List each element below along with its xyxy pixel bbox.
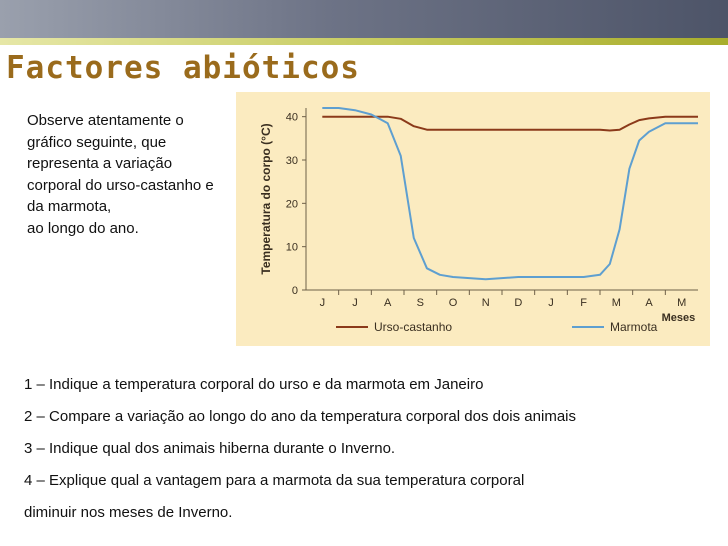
x-tick-label: N	[481, 297, 490, 309]
x-tick-label: A	[645, 297, 653, 309]
x-tick-label: S	[416, 297, 425, 309]
legend-label: Marmota	[610, 320, 658, 334]
slide-accent-stripe	[0, 38, 728, 45]
x-tick-label: D	[514, 297, 523, 309]
x-tick-label: F	[580, 297, 588, 309]
x-tick-label: M	[611, 297, 621, 309]
question-1: 1 – Indique a temperatura corporal do urso e da marmota em Janeiro	[24, 376, 484, 393]
question-2: 2 – Compare a variação ao longo do ano da temperatura corporal dos dois animais	[24, 408, 576, 425]
x-tick-label: O	[448, 297, 458, 309]
intro-line: representa a variação	[27, 155, 173, 172]
question-4: 4 – Explique qual a vantagem para a marmota da sua temperatura corporal	[24, 472, 525, 489]
intro-line: gráfico seguinte, que	[27, 133, 167, 151]
x-axis-label: Meses	[661, 312, 696, 324]
x-tick-label: J	[548, 297, 554, 309]
x-tick-label: A	[383, 297, 392, 309]
legend-label: Urso-castanho	[374, 320, 453, 334]
question-3: 3 – Indique qual dos animais hiberna durante o Inverno.	[24, 440, 396, 457]
x-tick-label: M	[677, 297, 687, 309]
intro-line: ao longo do ano.	[27, 219, 139, 237]
intro-text	[27, 110, 242, 239]
y-tick-label: 30	[285, 155, 298, 167]
question-4-continued: diminuir nos meses de Inverno.	[24, 504, 233, 521]
y-tick-label: 40	[285, 111, 298, 124]
y-axis-label: Temperatura do corpo (°C)	[259, 123, 273, 275]
slide-title: Factores abióticos	[6, 50, 360, 86]
x-tick-label: J	[352, 297, 358, 309]
intro-line: da marmota,	[27, 198, 112, 215]
y-tick-label: 0	[291, 285, 298, 297]
x-tick-label: J	[319, 297, 326, 309]
intro-line: corporal do urso-castanho e	[27, 176, 214, 194]
slide-top-bar	[0, 0, 728, 38]
body-temperature-chart	[236, 92, 710, 346]
y-tick-label: 20	[285, 198, 298, 211]
intro-line: Observe atentamente o	[27, 112, 184, 129]
y-tick-label: 10	[285, 241, 298, 254]
